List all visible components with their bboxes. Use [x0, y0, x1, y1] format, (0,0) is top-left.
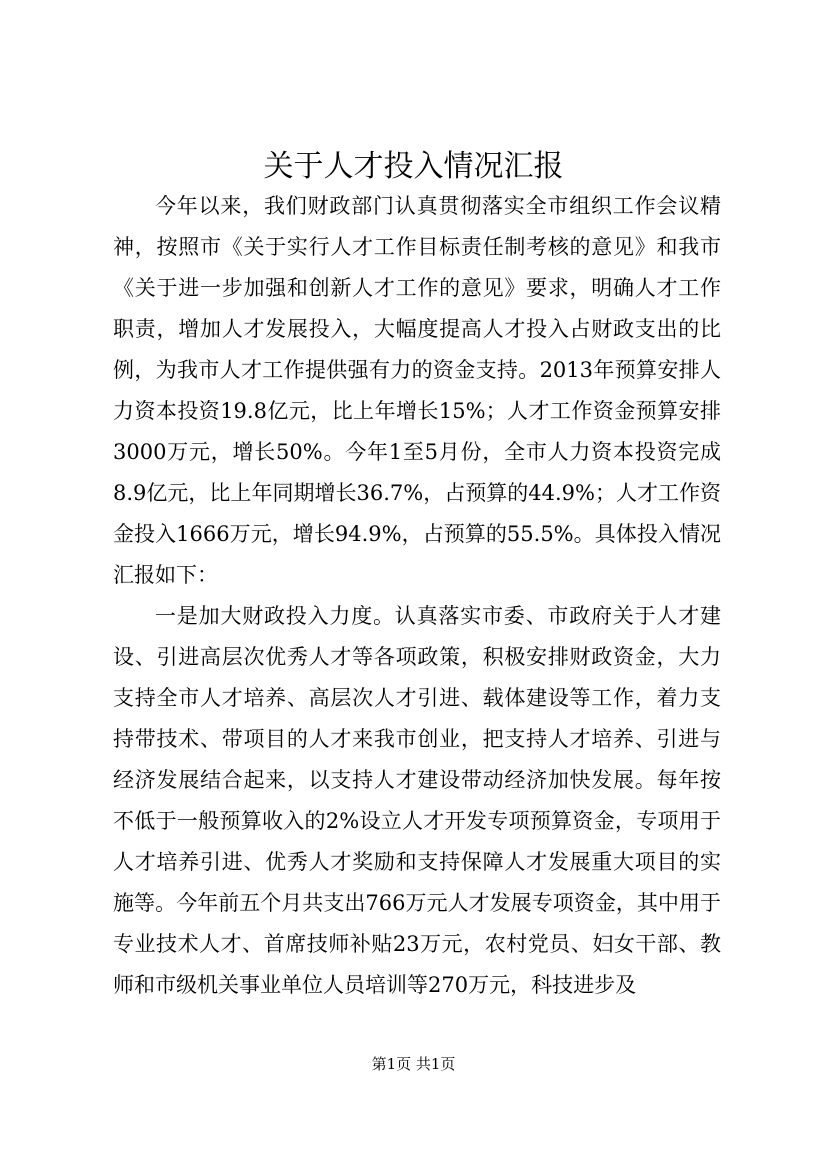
document-body [113, 186, 721, 1006]
paragraph-2: 一是加大财政投入力度。认真落实市委、市政府关于人才建设、引进高层次优秀人才等各项政策，积极安排财政资金，大力支持全市人才培养、高层次人才引进、载体建设等工作，着力支持带技术、带项目的人才来我市创业，把支持人才培养、引进与经济发展结合起来，以支持人才建设带动经济加快发展。每年按不低于一般预算收入的2%设立人才开发专项预算资金，专项用于人才培养引进、优秀人才奖励和支持保障人才发展重大项目的实施等。今年前五个月共支出766万元人才发展专项资金，其中用于专业技术人才、首席技师补贴23万元，农村党员、妇女干部、教师和市级机关事业单位人员培训等270万元，科技进步及 [113, 604, 721, 997]
page-number-footer: 第1页 共1页 [371, 1055, 456, 1073]
paragraph-1: 今年以来，我们财政部门认真贯彻落实全市组织工作会议精神，按照市《关于实行人才工作目标责任制考核的意见》和我市《关于进一步加强和创新人才工作的意见》要求，明确人才工作职责，增加人才发展投入，大幅度提高人才投入占财政支出的比例，为我市人才工作提供强有力的资金支持。2013年预算安排人力资本投资19.8亿元，比上年增长15%；人才工作资金预算安排3000万元，增长50%。今年1至5月份，全市人力资本投资完成8.9亿元，比上年同期增长36.7%，占预算的44.9%；人才工作资金投入1666万元，增长94.9%，占预算的55.5%。具体投入情况汇报如下： [113, 194, 721, 587]
document-title: 关于人才投入情况汇报 [263, 149, 564, 184]
